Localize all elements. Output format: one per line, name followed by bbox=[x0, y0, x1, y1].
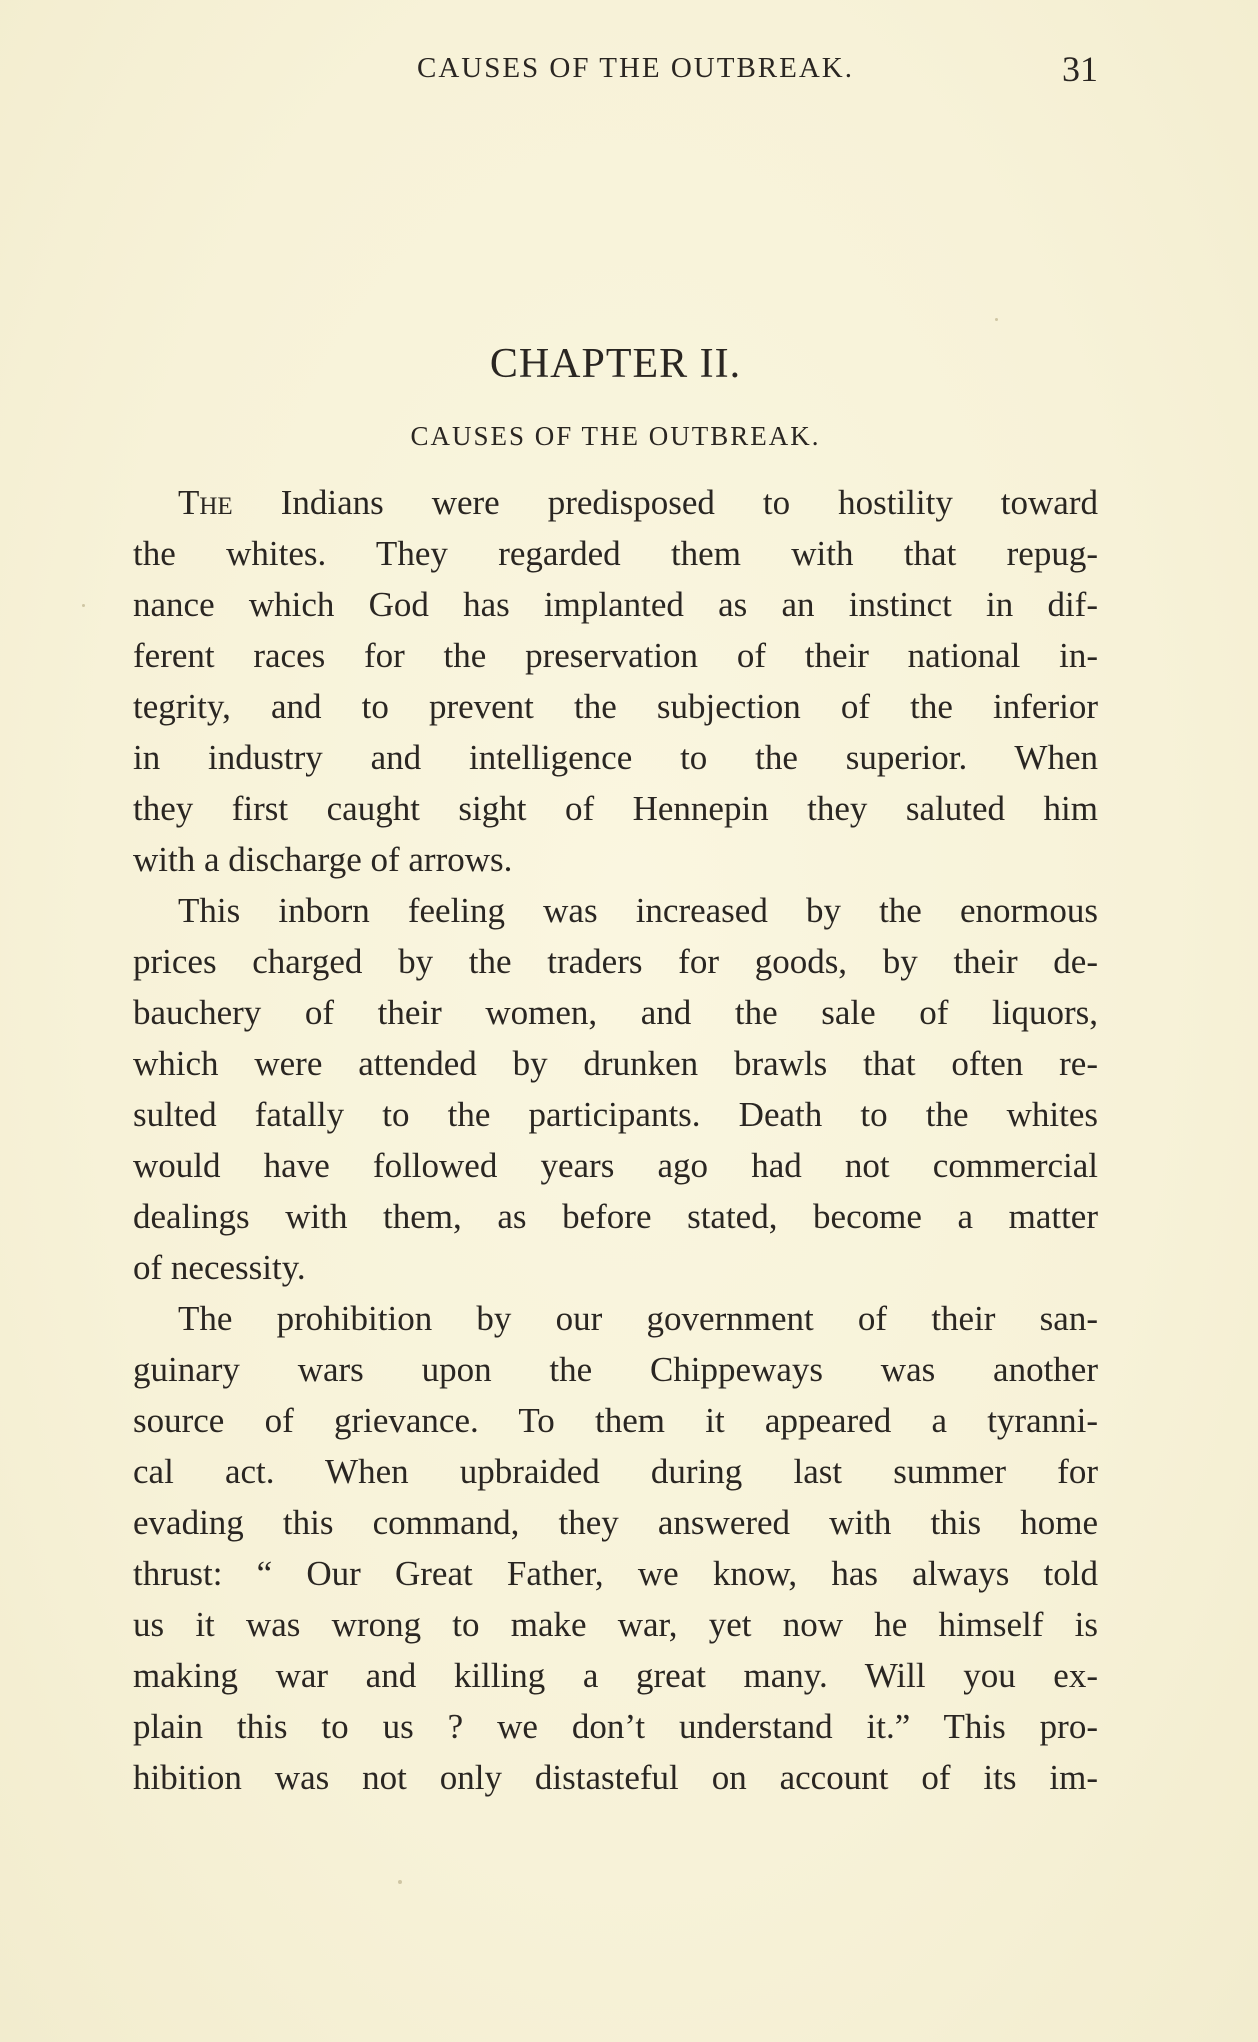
text-line: making war and killing a great many. Will you ex- bbox=[133, 1656, 1098, 1695]
text-line: hibition was not only distasteful on account of its im- bbox=[133, 1758, 1098, 1797]
text-line: sulted fatally to the participants. Death to the whites bbox=[133, 1095, 1098, 1134]
body-text bbox=[133, 477, 1098, 1803]
text-line: The Indians were predisposed to hostility toward bbox=[178, 483, 1098, 522]
text-line: plain this to us ? we don’t understand it.” This pro- bbox=[133, 1707, 1098, 1746]
text-line: would have followed years ago had not commercial bbox=[133, 1146, 1098, 1185]
running-title: CAUSES OF THE OUTBREAK. bbox=[416, 52, 854, 84]
text-line: with a discharge of arrows. bbox=[133, 840, 513, 879]
text-line: This inborn feeling was increased by the enormous bbox=[178, 891, 1098, 930]
text-line: cal act. When upbraided during last summer for bbox=[133, 1452, 1098, 1491]
text-line: the whites. They regarded them with that repug- bbox=[133, 534, 1098, 573]
paper-speck bbox=[398, 1880, 402, 1884]
running-head bbox=[133, 48, 1098, 88]
text-line: of necessity. bbox=[133, 1248, 306, 1287]
text-line: thrust: “ Our Great Father, we know, has always told bbox=[133, 1554, 1098, 1593]
text-line: nance which God has implanted as an instinct in dif- bbox=[133, 585, 1098, 624]
opening-word: The bbox=[178, 483, 233, 522]
paper-speck bbox=[82, 604, 85, 607]
text-line: us it was wrong to make war, yet now he himself is bbox=[133, 1605, 1098, 1644]
text-line: source of grievance. To them it appeared a tyranni- bbox=[133, 1401, 1098, 1440]
text-line: ferent races for the preservation of their national in- bbox=[133, 636, 1098, 675]
text-line: prices charged by the traders for goods, by their de- bbox=[133, 942, 1098, 981]
chapter-heading: CHAPTER II. bbox=[489, 341, 742, 387]
chapter-title: CAUSES OF THE OUTBREAK. bbox=[410, 421, 821, 451]
page-number: 31 bbox=[1062, 49, 1098, 89]
text-line: dealings with them, as before stated, become a matter bbox=[133, 1197, 1098, 1236]
text-line: tegrity, and to prevent the subjection of the inferior bbox=[133, 687, 1098, 726]
text-line: guinary wars upon the Chippeways was another bbox=[133, 1350, 1098, 1389]
text-line: they first caught sight of Hennepin they saluted him bbox=[133, 789, 1098, 828]
text-line: in industry and intelligence to the superior. When bbox=[133, 738, 1098, 777]
text-line: evading this command, they answered with this home bbox=[133, 1503, 1098, 1542]
text-line: which were attended by drunken brawls that often re- bbox=[133, 1044, 1098, 1083]
text-line: The prohibition by our government of their san- bbox=[178, 1299, 1098, 1338]
paper-speck bbox=[995, 318, 998, 321]
text-line: bauchery of their women, and the sale of liquors, bbox=[133, 993, 1098, 1032]
